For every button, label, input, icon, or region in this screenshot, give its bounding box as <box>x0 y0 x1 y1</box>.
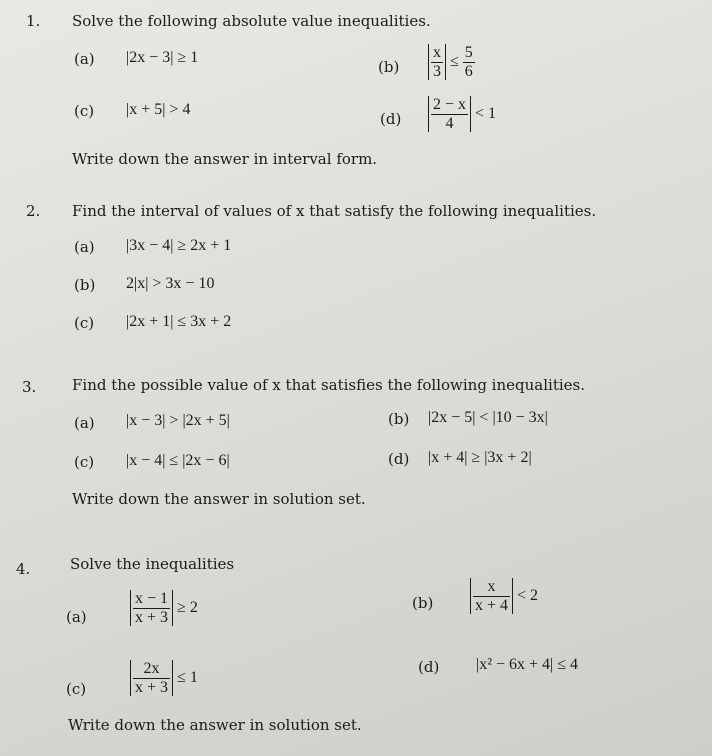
q1b-rhs-den: 6 <box>464 62 473 80</box>
q4c-label: (c) <box>66 680 87 698</box>
q2-title: Find the interval of values of x that satisfy the following inequalities. <box>72 202 597 220</box>
q1c-expression: |x + 5| > 4 <box>126 101 191 118</box>
q4b-frac-den: x + 4 <box>475 596 509 614</box>
q1d-frac-num: 2 − x <box>433 96 467 113</box>
q4c-frac-den: x + 3 <box>135 678 169 696</box>
q4b-label: (b) <box>412 594 434 612</box>
q4a-frac-num: x − 1 <box>135 590 169 607</box>
q3-number: 3. <box>22 378 37 396</box>
q1d-frac-den: 4 <box>445 114 454 132</box>
q3c-expression: |x − 4| ≤ |2x − 6| <box>126 452 230 469</box>
q3d-label: (d) <box>388 450 410 468</box>
q4-title: Solve the inequalities <box>70 555 235 573</box>
q1a-expression: |2x − 3| ≥ 1 <box>126 49 199 66</box>
q3-instruction: Write down the answer in solution set. <box>72 490 366 508</box>
q4-instruction: Write down the answer in solution set. <box>68 716 362 734</box>
q3b-expression: |2x − 5| < |10 − 3x| <box>428 409 548 426</box>
q2b-label: (b) <box>74 276 96 294</box>
q2b-expression: 2|x| > 3x − 10 <box>126 275 215 292</box>
q4b-operator: < 2 <box>517 587 539 605</box>
q3a-expression: |x − 3| > |2x + 5| <box>126 412 230 429</box>
q4a-label: (a) <box>66 608 87 626</box>
q4a-expression <box>130 590 198 626</box>
q4b-expression <box>470 578 538 614</box>
q4a-operator: ≥ 2 <box>177 599 198 617</box>
q1a-label: (a) <box>74 50 95 68</box>
q1d-expression <box>428 96 496 132</box>
q4-number: 4. <box>16 560 31 578</box>
q1b-frac-num: x <box>433 44 441 61</box>
q1b-rhs-num: 5 <box>464 44 473 61</box>
q1b-frac-den: 3 <box>433 62 441 80</box>
q2c-label: (c) <box>74 314 95 332</box>
q1d-label: (d) <box>380 110 402 128</box>
q4a-frac-den: x + 3 <box>135 608 169 626</box>
q2-number: 2. <box>26 202 41 220</box>
q4d-expression: |x² − 6x + 4| ≤ 4 <box>476 656 579 673</box>
q4b-frac-num: x <box>473 578 510 597</box>
q1-title: Solve the following absolute value inequalities. <box>72 12 431 30</box>
q1b-expression <box>428 44 475 80</box>
q2c-expression: |2x + 1| ≤ 3x + 2 <box>126 313 232 330</box>
q3b-label: (b) <box>388 410 410 428</box>
q3-title: Find the possible value of x that satisfies the following inequalities. <box>72 376 585 394</box>
q1b-label: (b) <box>378 58 400 76</box>
q1c-label: (c) <box>74 102 95 120</box>
q3c-label: (c) <box>74 453 95 471</box>
q2a-expression: |3x − 4| ≥ 2x + 1 <box>126 237 232 254</box>
q4c-frac-num: 2x <box>133 660 170 679</box>
q1d-operator: < 1 <box>475 105 497 123</box>
q4d-label: (d) <box>418 658 440 676</box>
q2a-label: (a) <box>74 238 95 256</box>
q3d-expression: |x + 4| ≥ |3x + 2| <box>428 449 532 466</box>
q1-instruction: Write down the answer in interval form. <box>72 150 378 168</box>
q1-number: 1. <box>26 12 41 30</box>
q1b-operator: ≤ <box>450 53 459 71</box>
q3a-label: (a) <box>74 414 95 432</box>
q4c-operator: ≤ 1 <box>177 669 198 687</box>
q4c-expression <box>130 660 198 696</box>
